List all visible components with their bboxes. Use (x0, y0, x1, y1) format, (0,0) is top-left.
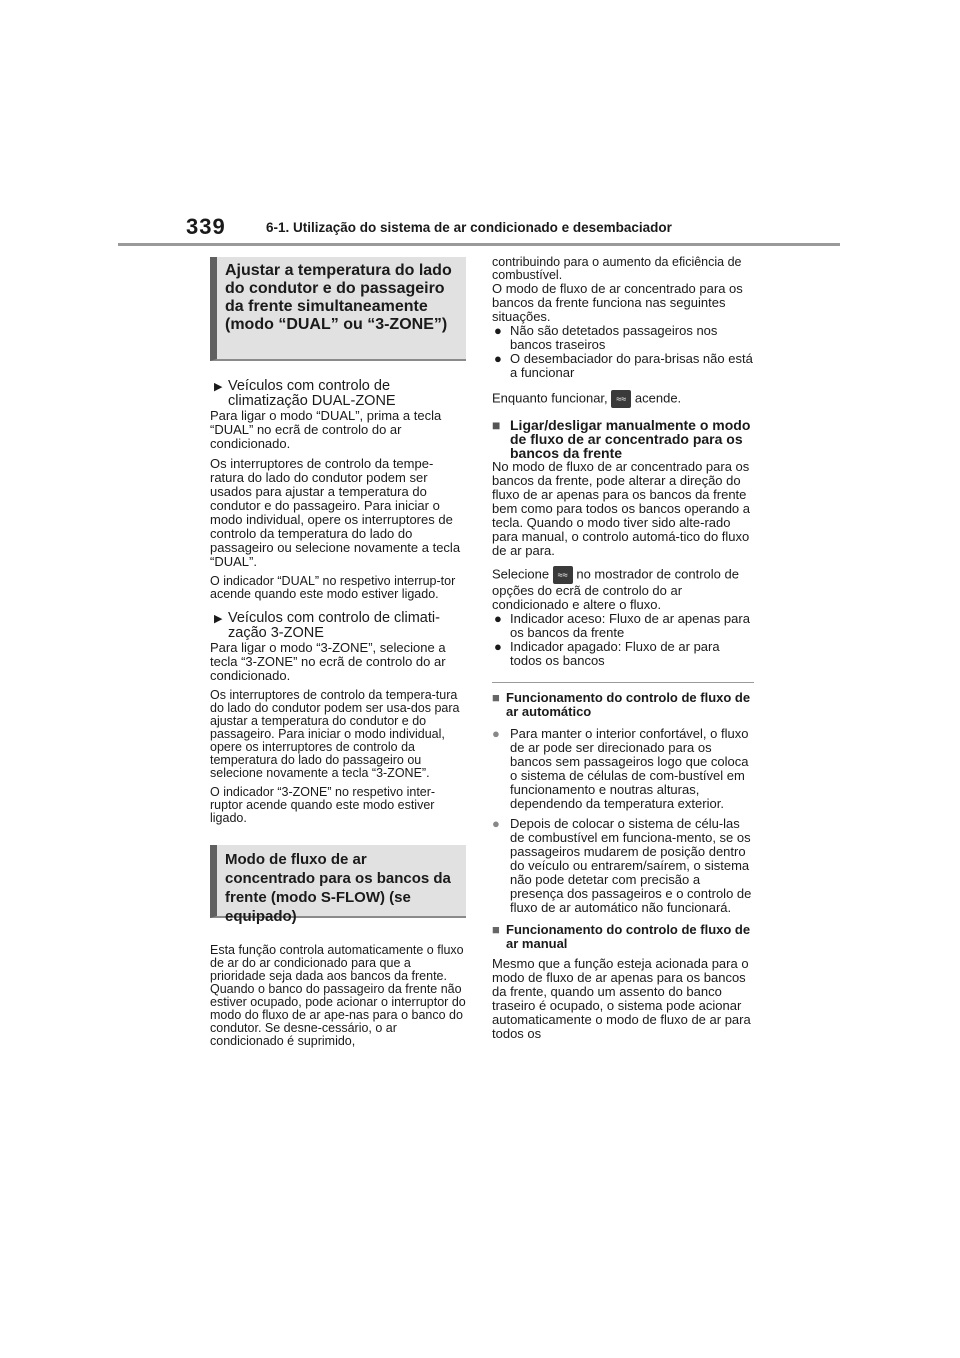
bullet-icon: ● (494, 323, 502, 338)
bullet-icon: ● (494, 639, 502, 654)
square-bullet-icon: ■ (492, 417, 501, 433)
dual-paragraph-2: Os interruptores de controlo da tempe-ratura do lado do condutor podem ser usados para ajustar a temperatura do condutor e do passageiro. Para iniciar o modo individual, opere os interruptores de controlo da temperatura do lado do passageiro ou selecione novamente a tecla “DUAL”. (210, 456, 461, 569)
heading-manual-airflow: ■ Funcionamento do controlo de fluxo de ar manual (492, 922, 751, 951)
right-paragraph-1: contribuindo para o aumento da eficiência de combustível. (492, 255, 742, 282)
header-rule (118, 243, 840, 246)
list-item: ● O desembaciador do para-brisas não está a funcionar (494, 351, 753, 380)
zone-paragraph-3: O indicador “3-ZONE” no respetivo inter-ruptor acende quando este modo estiver ligado. (210, 785, 436, 825)
section-box-sflow: Modo de fluxo de ar concentrado para os bancos da frente (modo S-FLOW) (se equipado) (210, 845, 466, 918)
right-paragraph-5: Selecione ≈≈ no mostrador de controlo de opções do ecrã de controlo do ar condicionado e altere o fluxo. (492, 566, 739, 612)
page-number: 339 (186, 214, 226, 239)
bullet-icon: ● (494, 611, 502, 626)
heading-manual-toggle: ■ Ligar/desligar manualmente o modo de fluxo de ar concentrado para os bancos da frente (492, 417, 751, 461)
right-paragraph-3: Enquanto funcionar, ≈≈ acende. (492, 390, 754, 408)
list-item: ● Indicador aceso: Fluxo de ar apenas para os bancos da frente (494, 611, 750, 640)
bullet-icon: ● (494, 351, 502, 366)
chapter-title: 6-1. Utilização do sistema de ar condicionado e desembaciador (266, 220, 672, 235)
square-bullet-icon: ■ (492, 690, 500, 705)
triangle-icon: ▶ (214, 381, 223, 393)
circle-bullet-icon: ● (492, 816, 500, 831)
triangle-icon: ▶ (214, 613, 223, 625)
sflow-paragraph-1: Esta função controla automaticamente o fluxo de ar do ar condicionado para que a prioridade seja dada aos bancos da frente. Quando o banco do passageiro da frente não estiver ocupado, pode acionar o interruptor do modo do fluxo de ar ape-nas para o banco do condutor. Se desne-cessário, o ar condicionado é suprimido, (210, 943, 466, 1048)
s-flow-icon: ≈≈ (553, 566, 573, 584)
section-box-dual: Ajustar a temperatura do lado do condutor e do passageiro da frente simultaneamente (modo “DUAL” ou “3-ZONE”) (210, 257, 466, 361)
list-item: ● Para manter o interior confortável, o fluxo de ar pode ser direcionado para os bancos sem passageiros logo que coloca o sistema de células de com-bustível em funcionamento e noutras alturas, dependendo da temperatura exterior. (492, 726, 749, 811)
subheading-dual-zone: ▶ Veículos com controlo de climatização DUAL-ZONE (214, 378, 396, 409)
dual-paragraph-3: O indicador “DUAL” no respetivo interrup-tor acende quando este modo estiver ligado. (210, 574, 456, 601)
square-bullet-icon: ■ (492, 922, 500, 937)
right-paragraph-4: No modo de fluxo de ar concentrado para os bancos da frente, pode alterar a direção do fluxo de ar apenas para os bancos da frente bem como para todos os bancos operando a tecla. Quando o modo tiver sido alte-rado para manual, o controlo automá-tico do fluxo de ar para. (492, 459, 751, 558)
dual-paragraph-1: Para ligar o modo “DUAL”, prima a tecla “DUAL” no ecrã de controlo do ar condicionado. (210, 408, 442, 451)
right-paragraph-2: O modo de fluxo de ar concentrado para os bancos da frente funciona nas seguintes situações. (492, 281, 743, 324)
s-flow-icon: ≈≈ (611, 390, 631, 408)
list-item: ● Não são detetados passageiros nos bancos traseiros (494, 323, 718, 352)
circle-bullet-icon: ● (492, 726, 500, 741)
section-divider (492, 682, 754, 683)
zone-paragraph-1: Para ligar o modo “3-ZONE”, selecione a tecla “3-ZONE” no ecrã de controlo do ar condicionado. (210, 640, 446, 683)
subheading-3-zone: ▶ Veículos com controlo de climati-zação 3-ZONE (214, 610, 440, 641)
zone-paragraph-2: Os interruptores de controlo da tempera-tura do lado do condutor podem ser usa-dos para ajustar a temperatura do condutor e do passageiro. Para iniciar o modo individual, opere os interruptores de controlo da temperatura do lado do passageiro ou selecione novamente a tecla “3-ZONE”. (210, 688, 460, 780)
list-item: ● Indicador apagado: Fluxo de ar para todos os bancos (494, 639, 720, 668)
right-paragraph-6: Mesmo que a função esteja acionada para o modo de fluxo de ar apenas para os bancos da frente, quando um assento do banco traseiro é ocupado, o sistema pode acionar automaticamente o modo de fluxo de ar para todos os (492, 956, 751, 1041)
left-column (210, 257, 466, 1048)
right-column (492, 256, 754, 1041)
list-item: ● Depois de colocar o sistema de célu-las de combustível em funciona-mento, se os passageiros mudarem de posição dentro do veículo ou entrarem/saírem, o sistema não pode detetar com precisão a presença dos passageiros e o controlo de fluxo de ar automático não funcionará. (492, 816, 752, 915)
heading-auto-airflow: ■ Funcionamento do controlo de fluxo de ar automático (492, 690, 751, 719)
